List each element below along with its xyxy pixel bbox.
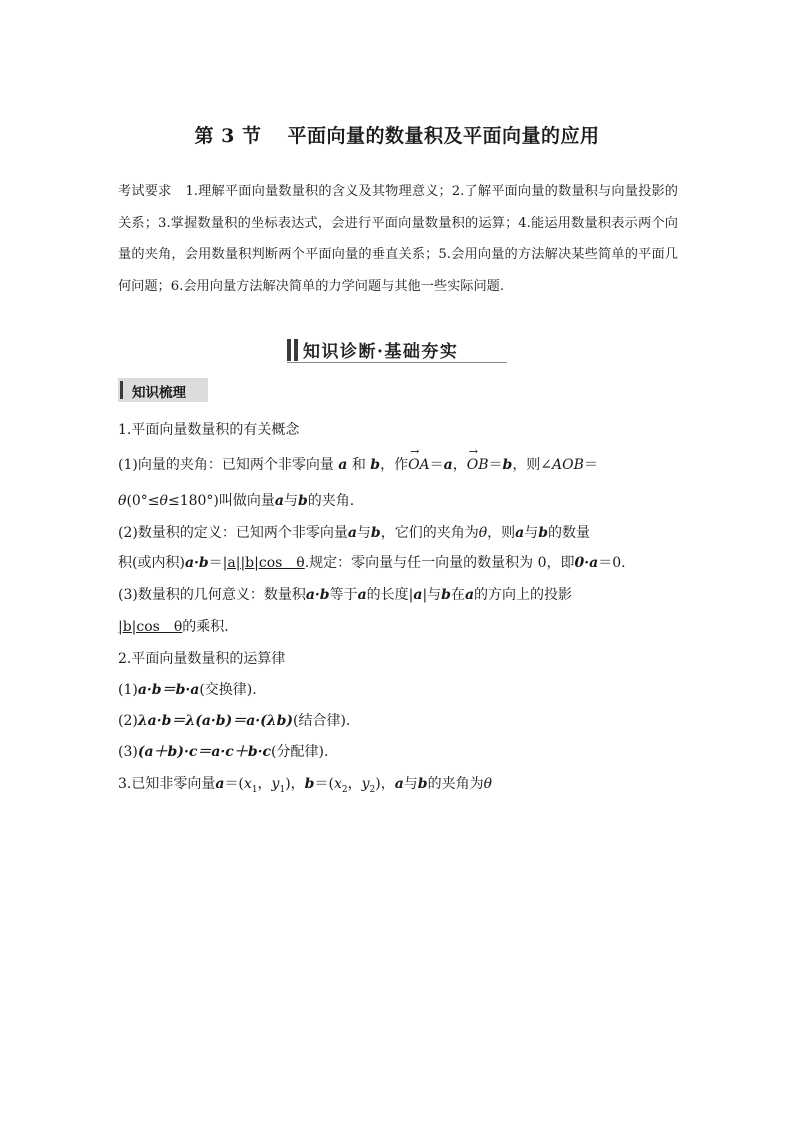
concept-dot-definition-line-2: 积(或内积)a·b＝|a||b|cos θ.规定：零向量与任一向量的数量积为 0，即0·a＝0. bbox=[118, 555, 626, 571]
banner-bar-icon bbox=[287, 339, 291, 361]
heading-concepts: 1.平面向量数量积的有关概念 bbox=[118, 422, 300, 438]
concept-dot-definition-line-1: (2)数量积的定义：已知两个非零向量a与b，它们的夹角为θ，则a与b的数量 bbox=[118, 525, 591, 541]
law-commutative: (1)a·b＝b·a(交换律). bbox=[118, 682, 257, 698]
concept-angle-line-2: θ(0°≤θ≤180°)叫做向量a与b的夹角. bbox=[118, 493, 355, 509]
banner-bar-icon bbox=[294, 339, 298, 361]
section-label: 知识梳理 bbox=[132, 385, 186, 401]
heading-coordinates: 3.已知非零向量$a=(x_1$，$y_1$)，$b=(x_2$，$y_2$)，a与b的夹角为θ bbox=[118, 776, 493, 795]
banner-underline bbox=[287, 362, 507, 363]
page-title bbox=[0, 121, 794, 148]
title-section-number: 第 3 节 bbox=[194, 125, 262, 147]
projection-formula: |b|cos θ bbox=[118, 619, 183, 635]
concept-angle-line-1: (1)向量的夹角：已知两个非零向量 a 和 b，作→ OA＝a，→ OB＝b，则∠AOB＝ bbox=[118, 454, 680, 474]
dot-product-formula: |a||b|cos θ bbox=[222, 555, 305, 571]
concept-geometric-meaning-line-2: |b|cos θ的乘积. bbox=[118, 619, 229, 635]
exam-requirements bbox=[118, 176, 678, 302]
law-associative: (2)λa·b＝λ(a·b)＝a·(λb)(结合律). bbox=[118, 713, 351, 729]
concept-geometric-meaning-line-1: (3)数量积的几何意义：数量积a·b等于a的长度|a|与b在a的方向上的投影 bbox=[118, 587, 573, 603]
title-text: 平面向量的数量积及平面向量的应用 bbox=[287, 125, 600, 147]
section-bar-icon bbox=[120, 381, 123, 399]
requirements-label: 考试要求 bbox=[118, 184, 172, 199]
requirements-text: 1.理解平面向量数量积的含义及其物理意义；2.了解平面向量的数量积与向量投影的关系；3.掌握数量积的坐标表达式，会进行平面向量数量积的运算；4.能运用数量积表示两个向量的夹角，会用数量积判断两个平面向量的垂直关系；5.会用向量的方法解决某些简单的平面几何问题；6.会用向量方法解决简单的力学问题与其他一些实际问题. bbox=[118, 184, 678, 294]
section-label-box bbox=[118, 378, 208, 402]
vector-oa: → OA bbox=[408, 457, 430, 473]
heading-operation-laws: 2.平面向量数量积的运算律 bbox=[118, 651, 286, 667]
vector-ob: → OB bbox=[467, 457, 489, 473]
banner-title: 知识诊断·基础夯实 bbox=[303, 342, 459, 362]
law-distributive: (3)(a＋b)·c＝a·c＋b·c(分配律). bbox=[118, 744, 329, 760]
section-banner bbox=[287, 336, 507, 364]
